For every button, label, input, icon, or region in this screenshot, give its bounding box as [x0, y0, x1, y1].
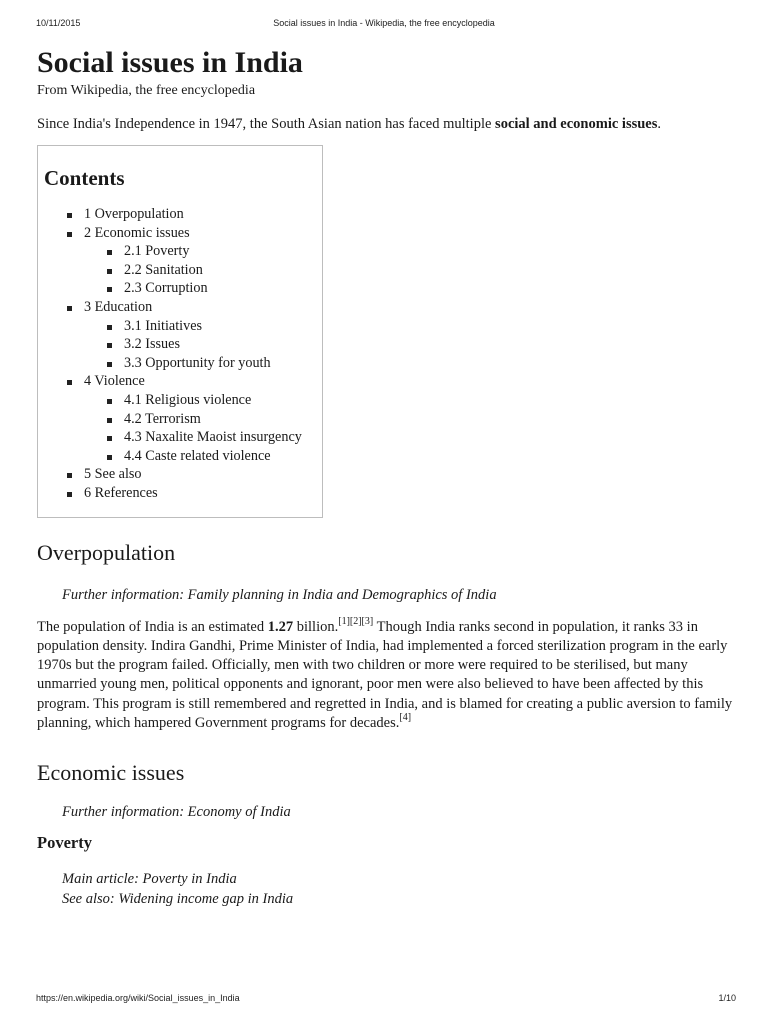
print-url: https://en.wikipedia.org/wiki/Social_issues_in_India: [36, 993, 240, 1003]
toc-item[interactable]: 2.3 Corruption: [44, 279, 322, 298]
tagline: From Wikipedia, the free encyclopedia: [37, 83, 256, 98]
toc-title: Contents: [44, 166, 125, 190]
toc-item[interactable]: 4.2 Terrorism: [44, 410, 322, 429]
link-social-economic-issues[interactable]: social and economic issues: [495, 116, 658, 132]
print-date: 10/11/2015: [36, 18, 81, 28]
section-heading-overpopulation: Overpopulation: [37, 539, 176, 565]
overpopulation-paragraph: The population of India is an estimated 1.27 billion.[1][2][3] Though India ranks second in population, it ranks 33 in population density. Indira Gandhi, Prime Minister of India, had implemented a forced sterilization program in the early 1970s but the program failed. Officially, men with two children or more were required to be sterilised, but many unmarried young men, political opponents and ignorant, poor men were also believed to have been affected by this program. This program is still remembered and regretted in India, and is blamed for creating a public aversion to family planning, which hampered Government programs for decades.[4]: [37, 615, 733, 731]
subsection-heading-poverty: Poverty: [37, 833, 92, 853]
toc-list: [44, 205, 322, 503]
page-title: Social issues in India: [37, 46, 303, 79]
hatnote-poverty-main[interactable]: Main article: Poverty in India: [62, 871, 237, 888]
toc-item[interactable]: 4.4 Caste related violence: [44, 447, 322, 466]
hatnote-poverty-see-also[interactable]: See also: Widening income gap in India: [62, 891, 294, 908]
citation-ref-4[interactable]: [4]: [399, 712, 412, 724]
toc-item[interactable]: 3.1 Initiatives: [44, 317, 322, 336]
article-content: [37, 44, 737, 909]
toc-item[interactable]: 3.3 Opportunity for youth: [44, 354, 322, 373]
toc-item[interactable]: 3.2 Issues: [44, 335, 322, 354]
section-heading-economic-issues: Economic issues: [37, 760, 185, 786]
toc-item[interactable]: 5 See also: [44, 465, 322, 484]
intro-paragraph: Since India's Independence in 1947, the South Asian nation has faced multiple social and economic issues.: [37, 116, 661, 132]
hatnote-economic-issues[interactable]: Further information: Economy of India: [62, 804, 291, 821]
toc-item[interactable]: 3 Education: [44, 298, 322, 317]
print-footer: [0, 993, 768, 1005]
print-header: [0, 18, 768, 30]
toc-item[interactable]: 4.3 Naxalite Maoist insurgency: [44, 428, 322, 447]
hatnote-overpopulation[interactable]: Further information: Family planning in India and Demographics of India: [62, 586, 497, 603]
citation-refs-1-3[interactable]: [1][2][3]: [338, 615, 374, 627]
toc-item[interactable]: 1 Overpopulation: [44, 205, 322, 224]
toc-item[interactable]: 2.1 Poverty: [44, 242, 322, 261]
table-of-contents: [37, 145, 323, 518]
toc-item[interactable]: 4 Violence: [44, 372, 322, 391]
toc-item[interactable]: 2 Economic issues: [44, 224, 322, 243]
print-page-number: 1/10: [718, 993, 736, 1003]
toc-item[interactable]: 2.2 Sanitation: [44, 261, 322, 280]
toc-item[interactable]: 6 References: [44, 484, 322, 503]
print-title: Social issues in India - Wikipedia, the free encyclopedia: [273, 18, 495, 28]
toc-item[interactable]: 4.1 Religious violence: [44, 391, 322, 410]
